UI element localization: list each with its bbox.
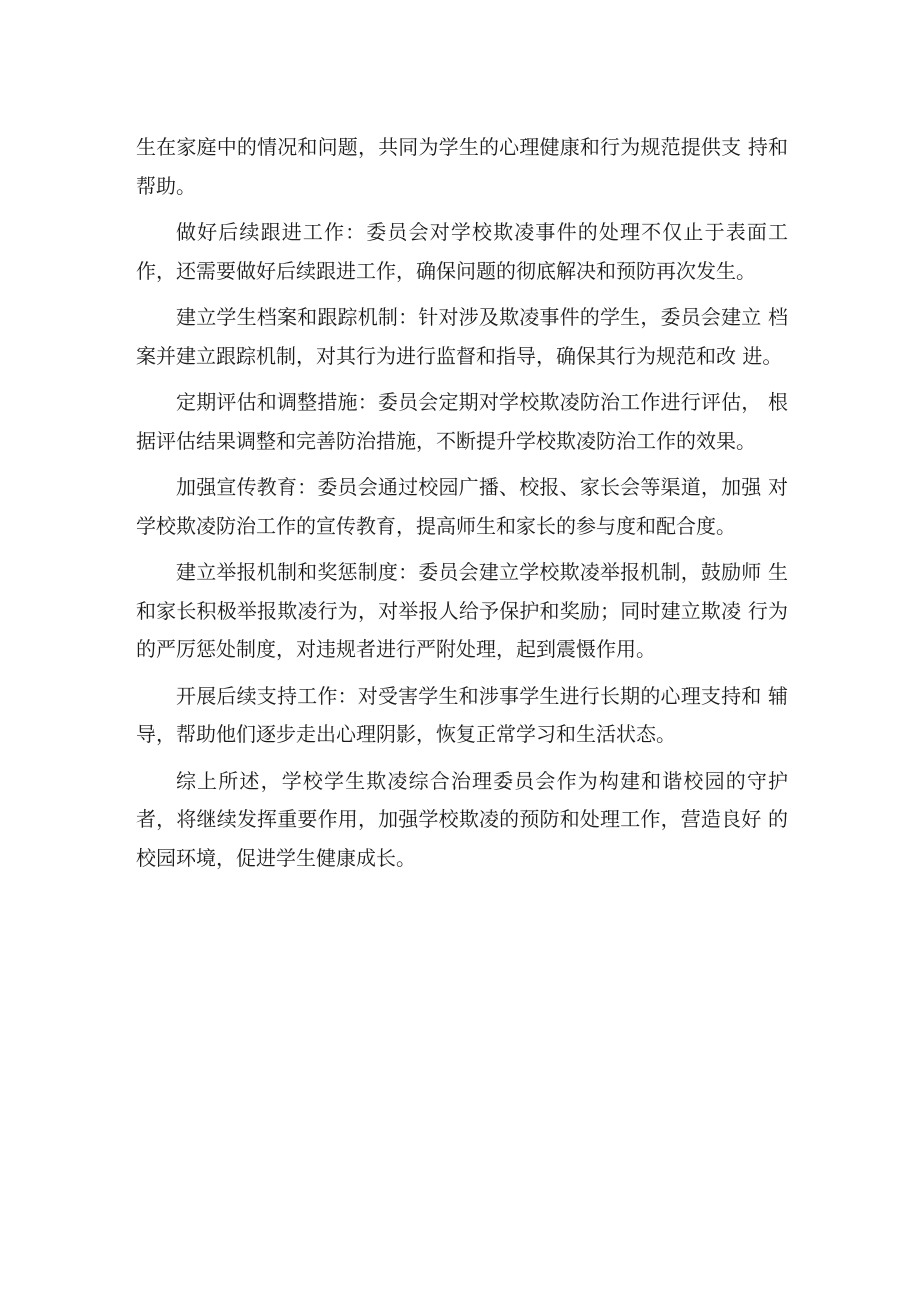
paragraph-conclusion: 综上所述，学校学生欺凌综合治理委员会作为构建和谐校园的守护 者，将继续发挥重要作用，加强学校欺凌的预防和处理工作，营造良好 的校园环境，促进学生健康成长。	[136, 768, 788, 870]
paragraph-follow-up-work: 做好后续跟进工作：委员会对学校欺凌事件的处理不仅止于表面工 作，还需要做好后续跟进工作，确保问题的彻底解决和预防再次发生。	[136, 220, 788, 283]
paragraph-periodic-evaluation: 定期评估和调整措施：委员会定期对学校欺凌防治工作进行评估， 根据评估结果调整和完善防治措施，不断提升学校欺凌防治工作的效果。	[136, 390, 788, 453]
paragraph-continuation: 生在家庭中的情况和问题，共同为学生的心理健康和行为规范提供支 持和帮助。	[136, 135, 788, 198]
paragraph-follow-up-support: 开展后续支持工作：对受害学生和涉事学生进行长期的心理支持和 辅导，帮助他们逐步走出心理阴影，恢复正常学习和生活状态。	[136, 683, 788, 746]
paragraph-reporting-mechanism: 建立举报机制和奖惩制度：委员会建立学校欺凌举报机制，鼓励师 生和家长积极举报欺凌行为，对举报人给予保护和奖励；同时建立欺凌 行为的严厉惩处制度，对违规者进行严附处理，起到震慑作用。	[136, 560, 788, 661]
paragraph-publicity-education: 加强宣传教育：委员会通过校园广播、校报、家长会等渠道，加强 对学校欺凌防治工作的宣传教育，提高师生和家长的参与度和配合度。	[136, 475, 788, 538]
paragraph-student-records: 建立学生档案和跟踪机制：针对涉及欺凌事件的学生，委员会建立 档案并建立跟踪机制，对其行为进行监督和指导，确保其行为规范和改 进。	[136, 305, 788, 368]
document-body	[136, 128, 788, 885]
